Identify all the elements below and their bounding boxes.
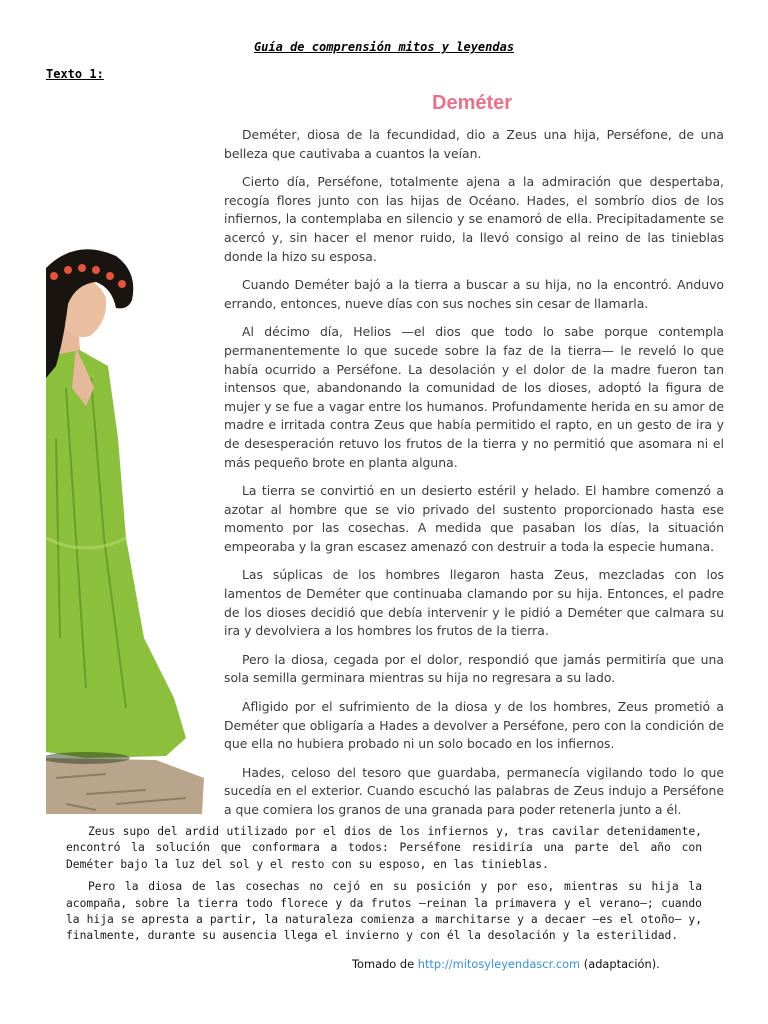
paragraph: Afligido por el sufrimiento de la diosa y de los hombres, Zeus prometió a Deméter que obligaría a Hades a devolver a Perséfone, pero con la condición de que ella no hubiera probado ni un solo bocado en los infiernos. bbox=[224, 699, 724, 752]
source-suffix: (adaptación). bbox=[583, 957, 660, 971]
paragraph: Deméter, diosa de la fecundidad, dio a Zeus una hija, Perséfone, de una belleza que cautivaba a cuantos la veían. bbox=[224, 127, 724, 161]
paragraph: Las súplicas de los hombres llegaron hasta Zeus, mezcladas con los lamentos de Deméter que continuaba clamando por su hija. Entonces, el padre de los dioses decidió que debía intervenir y le pidió a Deméter que calmara su ira y devolviera a los hombres los frutos de la tierra. bbox=[224, 567, 724, 639]
paragraph: Cuando Deméter bajó a la tierra a buscar a su hija, no la encontró. Anduvo errando, entonces, nueve días con sus noches sin cesar de llamarla. bbox=[224, 277, 724, 311]
paragraph: Hades, celoso del tesoro que guardaba, permanecía vigilando todo lo que sucedía en el exterior. Cuando escuchó las palabras de Zeus indujo a Perséfone a que comiera los granos de una granada para poder retenerla junto a él. bbox=[224, 764, 724, 817]
paragraph: La tierra se convirtió en un desierto estéril y helado. El hambre comenzó a azotar al hombre que se vio privado del sustento proporcionado hasta ese momento por las cosechas. A medida que pasaban los días, la situación empeoraba y la gran escasez amenazó con destruir a toda la especie humana. bbox=[224, 483, 724, 554]
demeter-illustration bbox=[46, 238, 206, 814]
paragraph: Cierto día, Perséfone, totalmente ajena a la admiración que despertaba, recogía flores junto con las hijas de Océano. Hades, el sombrío dios de los infiernos, la contemplaba en silencio y se enamoró de ella. Precipitadamente se acercó y, sin hacer el menor ruido, la llevó consigo al reino de las tinieblas donde la hizo su esposa. bbox=[224, 174, 724, 264]
paragraph: Al décimo día, Helios —el dios que todo lo sabe porque contempla permanentemente lo que sucede sobre la faz de la tierra— le reveló lo que había ocurrido a Perséfone. La desolación y el dolor de la madre fueron tan intensos que, abandonando la comunidad de los dioses, adoptó la figura de mujer y se fue a vagar entre los humanos. Profundamente herida en su amor de madre e irritada contra Zeus que había permitido el rapto, en un gesto de ira y de desesperación retuvo los frutos de la tierra y no permitió que asomara ni el más pequeño brote en planta alguna. bbox=[224, 324, 724, 470]
paragraph: Zeus supo del ardid utilizado por el dios de los infiernos y, tras cavilar detenidamente, encontró la solución que conformara a todos: Perséfone residiría una parte del año con Deméter bajo la luz del sol y el resto con su esposo, en las tinieblas. bbox=[66, 825, 702, 871]
source-prefix: Tomado de bbox=[352, 957, 415, 971]
guide-title: Guía de comprensión mitos y leyendas bbox=[253, 40, 515, 54]
article-body bbox=[224, 126, 724, 830]
paragraph: Pero la diosa de las cosechas no cejó en su posición y por eso, mientras su hija la acompaña, sobre la tierra todo florece y da frutos —reinan la primavera y el verano—; cuando la hija se apresta a partir, la naturaleza comienza a marchitarse y a decaer —es el otoño— y, finalmente, durante su ausencia llega el invierno y con él la desolación y la esterilidad. bbox=[66, 880, 702, 943]
article-title: Deméter bbox=[432, 92, 513, 114]
texto-label: Texto 1: bbox=[46, 67, 104, 81]
paragraph: Pero la diosa, cegada por el dolor, respondió que jamás permitiría que una sola semilla germinara mientras su hija no regresara a su lado. bbox=[224, 651, 724, 686]
source-citation bbox=[352, 957, 712, 971]
source-link[interactable]: http://mitosyleyendascr.com bbox=[417, 957, 581, 971]
typed-continuation bbox=[66, 824, 702, 951]
